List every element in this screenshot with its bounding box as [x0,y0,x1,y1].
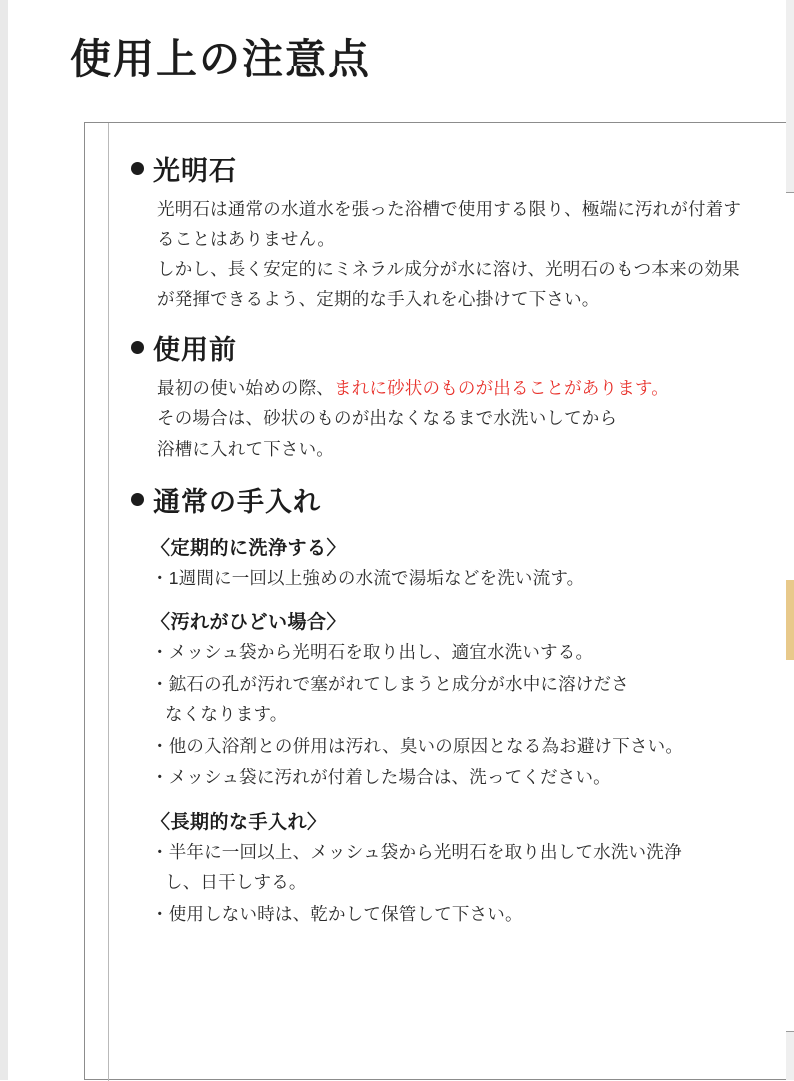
page-edge-left [0,0,8,1080]
bullet-dot-icon [131,493,144,506]
paragraph-with-highlight [157,373,751,403]
section-heading-label: 光明石 [153,156,237,186]
list-item-text: ・1週間に一回以上強めの水流で湯垢などを洗い流す。 [151,567,585,588]
paragraph: 浴槽に入れて下さい。 [157,438,334,459]
subsection-list [151,638,751,793]
list-item-continuation: なくなります。 [165,703,288,724]
subsection-list [151,838,751,929]
bullet-dot-icon [131,341,144,354]
paragraph: 光明石は通常の水道水を張った浴槽で使用する限り、極端に汚れが付着することはありません。 [157,199,742,250]
list-item [151,763,751,793]
list-item [151,900,751,930]
list-item-text: ・メッシュ袋から光明石を取り出し、適宜水洗いする。 [151,642,594,663]
section-heading-label: 使用前 [153,335,237,366]
subsection-title: 〈長期的な手入れ〉 [151,812,327,834]
paragraph-lead: 最初の使い始めの際、 [157,378,334,399]
paragraph-highlight: まれに砂状のものが出ることがあります。 [334,378,669,399]
paragraph: しかし、長く安定的にミネラル成分が水に溶け、光明石のもつ本来の効果が発揮できるよう、定期的な手入れを心掛けて下さい。 [157,259,740,310]
page-title: 使用上の注意点 [70,36,371,82]
list-item [151,838,751,898]
section-heading-label: 通常の手入れ [153,486,321,517]
list-item-text: ・他の入浴剤との併用は汚れ、臭いの原因となる為お避け下さい。 [151,735,684,756]
list-item-text: ・使用しない時は、乾かして保管して下さい。 [151,903,523,924]
list-item-text: ・鉱石の孔が汚れで塞がれてしまうと成分が水中に溶けださ [151,674,629,695]
inner-margin-rule [108,123,109,1081]
list-item [151,564,751,594]
section-heading-before-use [131,328,751,367]
content-box [84,122,786,1080]
subsection-list [151,564,751,594]
list-item-continuation: し、日干しする。 [165,871,307,892]
subsection-title: 〈定期的に洗浄する〉 [151,537,347,559]
subsection-title: 〈汚れがひどい場合〉 [151,612,347,634]
list-item-text: ・メッシュ袋に汚れが付着した場合は、洗ってください。 [151,767,611,788]
section-regular-care [131,480,751,930]
document-page [8,0,786,1080]
section-heading-regular-care [131,480,751,519]
list-item [151,670,751,730]
list-item [151,732,751,762]
section-heading-komeiseki [131,149,751,188]
bullet-dot-icon [131,162,144,175]
list-item-text: ・半年に一回以上、メッシュ袋から光明石を取り出して水洗い洗浄 [151,842,682,863]
paragraph: その場合は、砂状のものが出なくなるまで水洗いしてから [157,408,618,429]
section-komeiseki [131,149,751,314]
content-body [131,149,751,933]
section-before-use [131,328,751,463]
list-item [151,638,751,668]
